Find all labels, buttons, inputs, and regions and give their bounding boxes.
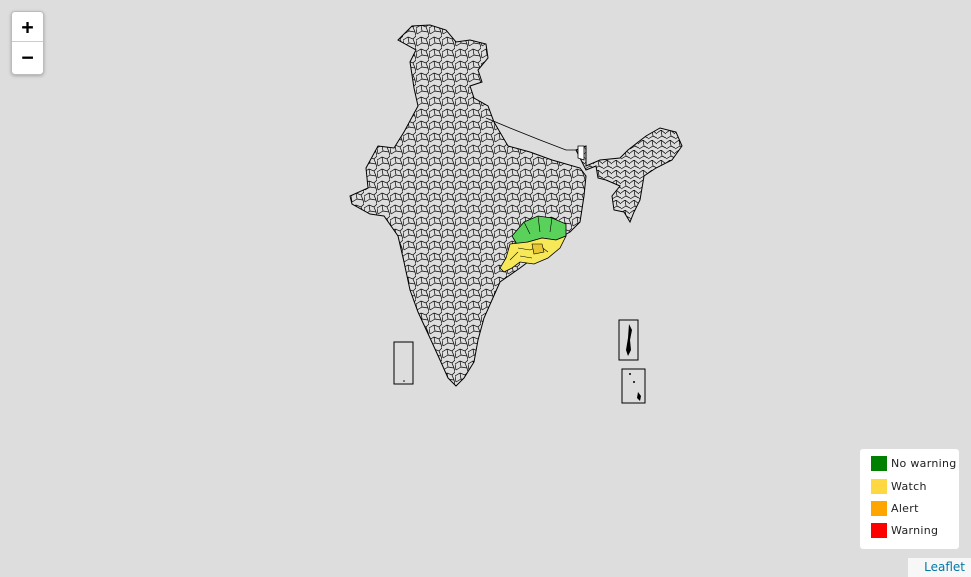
mainland-india xyxy=(350,25,586,386)
legend-swatch-alert xyxy=(871,501,887,516)
legend-swatch-warning xyxy=(871,523,887,538)
zoom-in-button[interactable]: + xyxy=(12,12,43,42)
legend-label: No warning xyxy=(891,457,957,470)
zoom-control xyxy=(11,11,44,75)
warning-legend xyxy=(860,449,959,549)
legend-label: Warning xyxy=(891,524,939,537)
nicobar-inset xyxy=(622,369,645,403)
attribution-link[interactable]: Leaflet xyxy=(908,558,971,577)
legend-label: Watch xyxy=(891,480,927,493)
lakshadweep-inset xyxy=(394,342,413,384)
andaman-inset xyxy=(619,320,638,360)
legend-swatch-watch xyxy=(871,479,887,494)
northeast-india xyxy=(576,128,682,222)
legend-swatch-no-warning xyxy=(871,456,887,471)
zoom-out-button[interactable]: − xyxy=(12,42,43,72)
legend-label: Alert xyxy=(891,502,919,515)
